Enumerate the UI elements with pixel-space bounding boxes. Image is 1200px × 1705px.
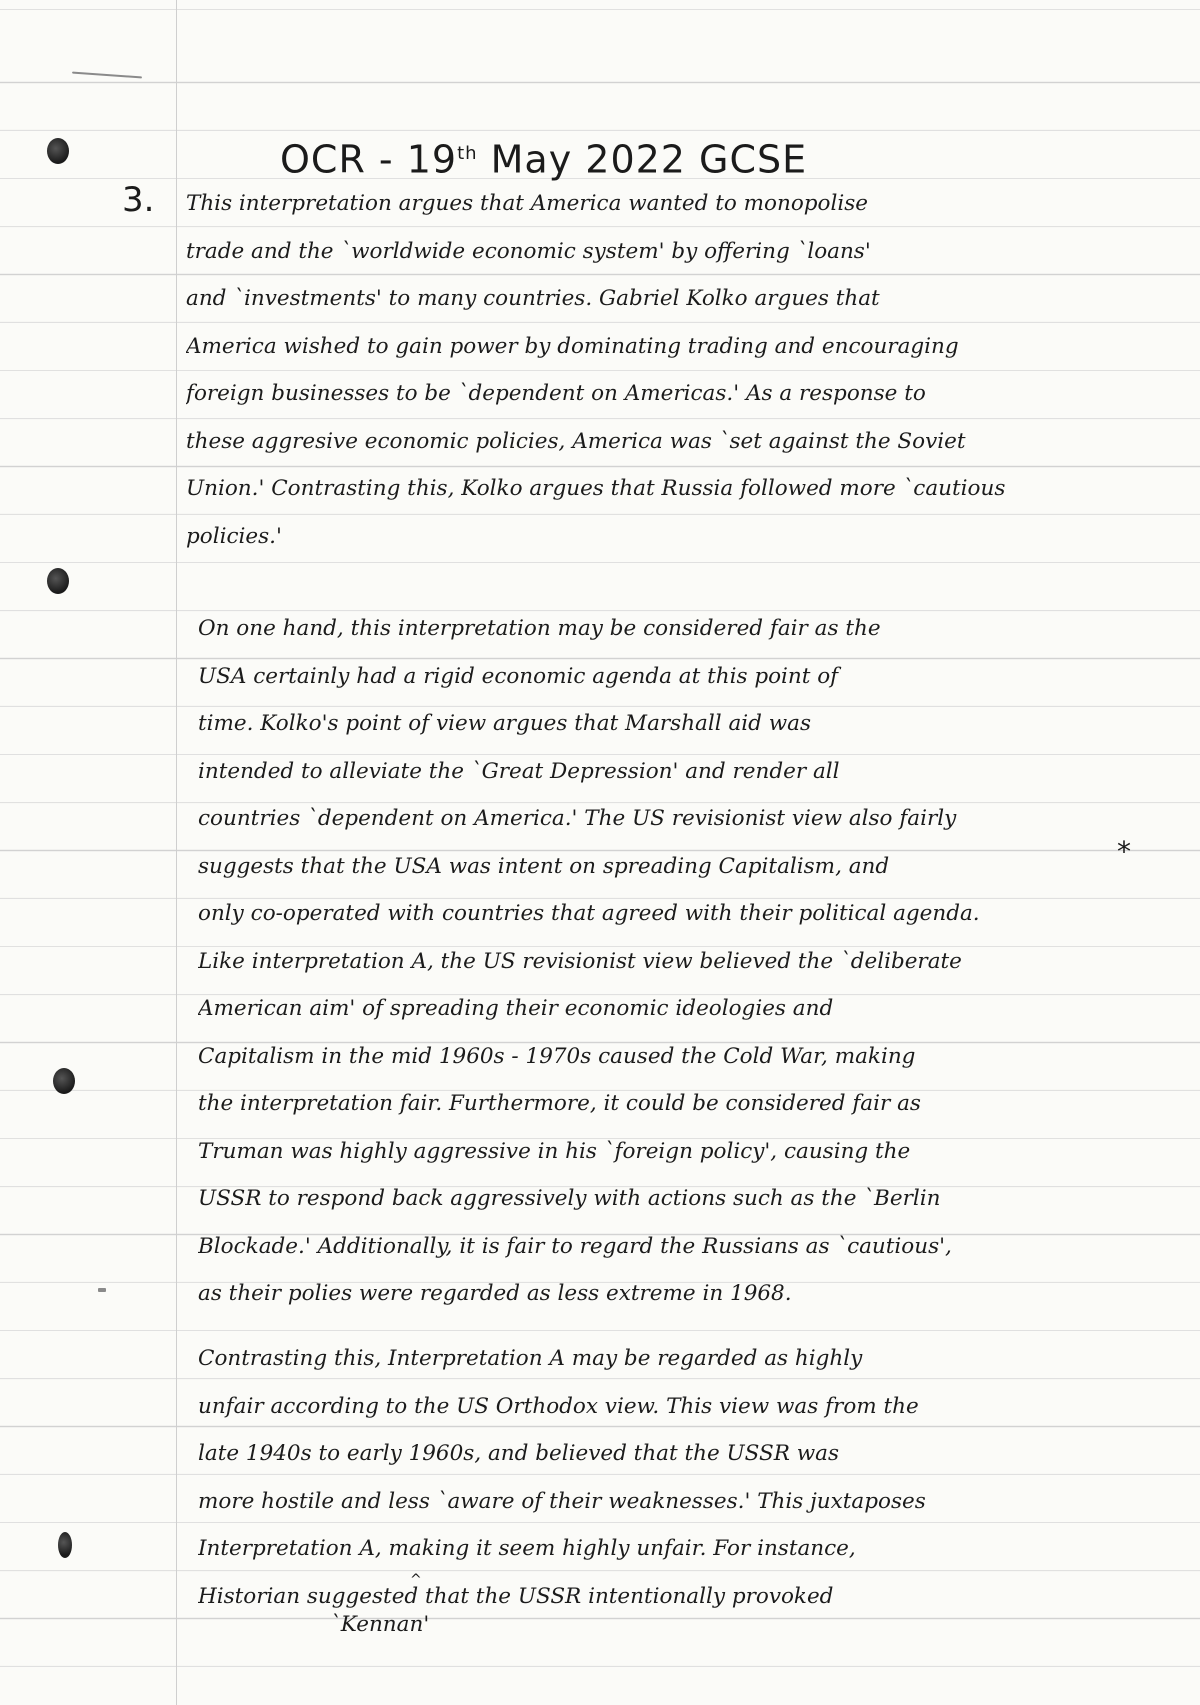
page-title <box>280 130 807 184</box>
text-line: Interpretation A, making it seem highly unfair. For instance, <box>198 1536 856 1561</box>
paragraph-3 <box>198 1335 1200 1620</box>
text-line: late 1940s to early 1960s, and believed that the USSR was <box>198 1441 839 1466</box>
text-line: intended to alleviate the `Great Depression' and render all <box>198 758 840 784</box>
text-line: the interpretation fair. Furthermore, it could be considered fair as <box>198 1091 921 1116</box>
title-prefix: OCR - 19 <box>280 137 458 182</box>
text-line: Union.' Contrasting this, Kolko argues that Russia followed more `cautious <box>186 476 1006 501</box>
text-line: foreign businesses to be `dependent on Americas.' As a response to <box>186 381 926 406</box>
title-superscript: th <box>457 143 478 164</box>
text-line: as their polies were regarded as less extreme in 1968. <box>198 1281 792 1306</box>
title-suffix: May 2022 GCSE <box>477 137 808 182</box>
punch-hole-3 <box>53 1068 75 1094</box>
text-line: time. Kolko's point of view argues that Marshall aid was <box>198 711 811 736</box>
text-line: and `investments' to many countries. Gabriel Kolko argues that <box>186 286 880 311</box>
pen-dot <box>98 1288 106 1292</box>
punch-hole-4 <box>58 1532 72 1558</box>
text-line: Like interpretation A, the US revisionist view believed the `deliberate <box>198 948 962 974</box>
paragraph-1 <box>186 180 1190 560</box>
text-line: suggests that the USA was intent on spreading Capitalism, and <box>198 853 890 879</box>
punch-hole-2 <box>47 568 69 594</box>
paragraph-2 <box>198 605 1200 1318</box>
text-line: only co-operated with countries that agreed with their political agenda. <box>198 901 980 926</box>
inserted-name: `Kennan' <box>330 1612 430 1637</box>
text-line: On one hand, this interpretation may be considered fair as the <box>198 616 881 641</box>
pen-scratch <box>72 72 142 79</box>
text-line: policies.' <box>186 523 282 549</box>
text-line: Contrasting this, Interpretation A may be regarded as highly <box>198 1346 863 1371</box>
text-line: these aggresive economic policies, America was `set against the Soviet <box>186 428 966 454</box>
text-line: countries `dependent on America.' The US revisionist view also fairly <box>198 806 957 831</box>
text-line: Historian suggested that the USSR intentionally provoked <box>198 1583 834 1609</box>
text-line: USSR to respond back aggressively with actions such as the `Berlin <box>198 1186 941 1211</box>
text-line: America wished to gain power by dominating trading and encouraging <box>186 333 959 359</box>
text-line: This interpretation argues that America wanted to monopolise <box>186 191 869 216</box>
text-line: Capitalism in the mid 1960s - 1970s caused the Cold War, making <box>198 1043 916 1069</box>
margin-asterisk: * <box>1117 835 1131 868</box>
text-line: trade and the `worldwide economic system' by offering `loans' <box>186 238 871 264</box>
margin-line <box>176 0 177 1705</box>
text-line: unfair according to the US Orthodox view. This view was from the <box>198 1393 919 1419</box>
text-line: Blockade.' Additionally, it is fair to regard the Russians as `cautious', <box>198 1233 952 1259</box>
text-line: Truman was highly aggressive in his `foreign policy', causing the <box>198 1138 911 1164</box>
text-line: American aim' of spreading their economic ideologies and <box>198 996 834 1021</box>
text-line: USA certainly had a rigid economic agenda at this point of <box>198 663 839 689</box>
insertion-caret: ^ <box>410 1572 422 1588</box>
punch-hole-1 <box>47 138 69 164</box>
question-number: 3. <box>122 180 155 220</box>
text-line: more hostile and less `aware of their weaknesses.' This juxtaposes <box>198 1488 926 1514</box>
